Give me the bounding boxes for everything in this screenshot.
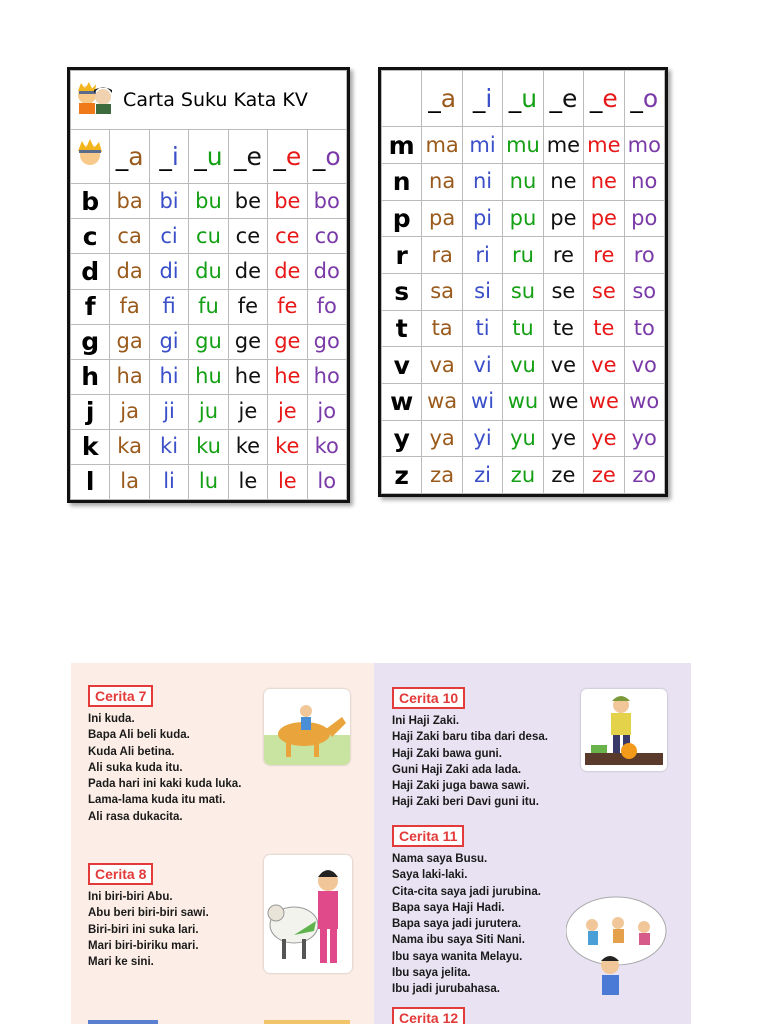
syllable-cell: co — [307, 219, 346, 254]
syllable-cell: la — [110, 464, 149, 499]
syllable-cell: yo — [624, 420, 664, 457]
syllable-row — [382, 274, 665, 311]
syllable-cell: li — [149, 464, 188, 499]
syllable-cell: yi — [462, 420, 502, 457]
syllable-cell: pe — [584, 200, 624, 237]
syllable-cell: nu — [503, 164, 543, 201]
syllable-cell: ma — [422, 127, 462, 164]
syllable-cell: ke — [228, 429, 267, 464]
syllable-cell: ka — [110, 429, 149, 464]
syllable-row — [71, 219, 347, 254]
syllable-cell: yu — [503, 420, 543, 457]
chart-title-row — [71, 71, 347, 130]
story-badge: Cerita 10 — [392, 687, 465, 709]
syllable-cell: ru — [503, 237, 543, 274]
consonant-cell: p — [382, 200, 422, 237]
vowel-header: _e — [268, 130, 307, 184]
story-line: Cita-cita saya jadi jurubina. — [392, 885, 541, 898]
syllable-cell: do — [307, 254, 346, 289]
syllable-row — [71, 289, 347, 324]
story-line: Ini kuda. — [88, 713, 135, 725]
syllable-cell: bo — [307, 184, 346, 219]
syllable-cell: gi — [149, 324, 188, 359]
syllable-cell: so — [624, 274, 664, 311]
story-line: Haji Zaki juga bawa sawi. — [392, 780, 530, 793]
story-line: Nama ibu saya Siti Nani. — [392, 934, 525, 947]
story-badge: Cerita 12 — [392, 1007, 465, 1024]
syllable-cell: ti — [462, 310, 502, 347]
story-line: Kuda Ali betina. — [88, 745, 175, 758]
syllable-row — [71, 429, 347, 464]
syllable-cell: ko — [307, 429, 346, 464]
syllable-cell: vi — [462, 347, 502, 384]
consonant-cell: s — [382, 274, 422, 311]
syllable-cell: lo — [307, 464, 346, 499]
story-line: Bapa saya jadi jurutera. — [392, 918, 522, 931]
syllable-cell: ba — [110, 184, 149, 219]
syllable-cell: pa — [422, 200, 462, 237]
story-line: Haji Zaki beri Davi guni itu. — [392, 796, 539, 809]
vowel-header: _e — [543, 71, 583, 127]
syllable-cell: de — [268, 254, 307, 289]
syllable-cell: ga — [110, 324, 149, 359]
syllable-cell: te — [543, 310, 583, 347]
vowel-header: _u — [503, 71, 543, 127]
syllable-cell: ro — [624, 237, 664, 274]
syllable-cell: zo — [624, 457, 664, 494]
story-cerita-10 — [392, 687, 548, 811]
story-line: Biri-biri ini suka lari. — [88, 923, 199, 936]
syllable-cell: wo — [624, 383, 664, 420]
syllable-row — [71, 254, 347, 289]
syllable-cell: da — [110, 254, 149, 289]
story-column-left — [71, 663, 374, 1024]
syllable-cell: fi — [149, 289, 188, 324]
syllable-row — [382, 420, 665, 457]
consonant-cell: w — [382, 383, 422, 420]
vowel-header: _e — [228, 130, 267, 184]
consonant-cell: n — [382, 164, 422, 201]
consonant-cell: z — [382, 457, 422, 494]
syllable-cell: ce — [268, 219, 307, 254]
syllable-cell: ve — [543, 347, 583, 384]
syllable-row — [71, 464, 347, 499]
corner-avatar-icon — [71, 130, 110, 184]
story-cerita-8 — [88, 863, 209, 970]
consonant-cell: m — [382, 127, 422, 164]
consonant-cell: g — [71, 324, 110, 359]
vowel-header: _e — [584, 71, 624, 127]
story-line: Lama-lama kuda itu mati. — [88, 794, 226, 807]
horse-illustration — [264, 689, 350, 765]
vowel-header: _a — [422, 71, 462, 127]
syllable-cell: lu — [189, 464, 228, 499]
syllable-cell: si — [462, 274, 502, 311]
syllable-cell: je — [268, 394, 307, 429]
story-line: Guni Haji Zaki ada lada. — [392, 763, 522, 776]
syllable-chart-right — [378, 67, 668, 497]
syllable-cell: fo — [307, 289, 346, 324]
vowel-header: _u — [189, 130, 228, 184]
syllable-cell: ne — [543, 164, 583, 201]
syllable-cell: ge — [268, 324, 307, 359]
cartoon-avatars-icon — [75, 81, 115, 119]
syllable-cell: vu — [503, 347, 543, 384]
vowel-header: _i — [149, 130, 188, 184]
story-line: Ini Haji Zaki. — [392, 715, 460, 727]
syllable-cell: le — [228, 464, 267, 499]
consonant-cell: t — [382, 310, 422, 347]
syllable-cell: fe — [228, 289, 267, 324]
sheep-boy-illustration — [264, 855, 352, 973]
syllable-row — [71, 359, 347, 394]
story-badge: Cerita 7 — [88, 685, 153, 707]
syllable-cell: ce — [228, 219, 267, 254]
story-line: Bapa Ali beli kuda. — [88, 729, 190, 742]
syllable-cell: go — [307, 324, 346, 359]
syllable-cell: ri — [462, 237, 502, 274]
syllable-cell: ye — [543, 420, 583, 457]
syllable-cell: ja — [110, 394, 149, 429]
syllable-row — [382, 310, 665, 347]
syllable-cell: ju — [189, 394, 228, 429]
syllable-chart-left — [67, 67, 350, 503]
story-badge: Cerita 8 — [88, 863, 153, 885]
story-line: Saya laki-laki. — [392, 869, 468, 882]
next-picture-partial — [264, 1020, 350, 1024]
syllable-cell: te — [584, 310, 624, 347]
consonant-cell: r — [382, 237, 422, 274]
syllable-cell: hi — [149, 359, 188, 394]
syllable-cell: ca — [110, 219, 149, 254]
story-cerita-12 — [392, 1007, 465, 1024]
story-line: Bapa saya Haji Hadi. — [392, 901, 505, 914]
syllable-cell: se — [543, 274, 583, 311]
syllable-cell: ra — [422, 237, 462, 274]
syllable-row — [71, 324, 347, 359]
syllable-cell: re — [543, 237, 583, 274]
syllable-cell: sa — [422, 274, 462, 311]
syllable-cell: po — [624, 200, 664, 237]
syllable-cell: ke — [268, 429, 307, 464]
syllable-row — [382, 237, 665, 274]
syllable-cell: du — [189, 254, 228, 289]
syllable-cell: he — [228, 359, 267, 394]
syllable-cell: va — [422, 347, 462, 384]
story-column-right — [374, 663, 691, 1024]
vowel-header: _o — [624, 71, 664, 127]
syllable-cell: no — [624, 164, 664, 201]
story-line: Ibu saya jelita. — [392, 967, 471, 980]
corner-empty-cell — [382, 71, 422, 127]
syllable-row — [382, 127, 665, 164]
consonant-cell: d — [71, 254, 110, 289]
consonant-cell: l — [71, 464, 110, 499]
next-story-badge-partial — [88, 1020, 158, 1024]
syllable-cell: zu — [503, 457, 543, 494]
syllable-cell: su — [503, 274, 543, 311]
syllable-row — [382, 164, 665, 201]
syllable-cell: cu — [189, 219, 228, 254]
syllable-row — [382, 200, 665, 237]
syllable-cell: ci — [149, 219, 188, 254]
syllable-cell: ta — [422, 310, 462, 347]
story-line: Nama saya Busu. — [392, 853, 488, 865]
syllable-row — [71, 184, 347, 219]
syllable-cell: mo — [624, 127, 664, 164]
syllable-cell: we — [543, 383, 583, 420]
syllable-cell: me — [584, 127, 624, 164]
syllable-row — [382, 383, 665, 420]
story-cerita-7 — [88, 685, 241, 825]
haji-zaki-illustration — [581, 689, 667, 771]
syllable-cell: re — [584, 237, 624, 274]
syllable-cell: ha — [110, 359, 149, 394]
story-line: Haji Zaki bawa guni. — [392, 747, 502, 760]
story-line: Ali suka kuda itu. — [88, 761, 183, 774]
consonant-cell: k — [71, 429, 110, 464]
syllable-cell: ji — [149, 394, 188, 429]
syllable-cell: di — [149, 254, 188, 289]
syllable-row — [71, 394, 347, 429]
syllable-cell: ze — [543, 457, 583, 494]
story-line: Haji Zaki baru tiba dari desa. — [392, 731, 548, 744]
syllable-cell: hu — [189, 359, 228, 394]
syllable-cell: ku — [189, 429, 228, 464]
vowel-header: _i — [462, 71, 502, 127]
story-line: Ini biri-biri Abu. — [88, 891, 173, 903]
syllable-cell: ye — [584, 420, 624, 457]
vowel-header: _a — [110, 130, 149, 184]
syllable-cell: he — [268, 359, 307, 394]
syllable-cell: to — [624, 310, 664, 347]
syllable-cell: fe — [268, 289, 307, 324]
consonant-cell: v — [382, 347, 422, 384]
vowel-header: _o — [307, 130, 346, 184]
syllable-cell: be — [228, 184, 267, 219]
syllable-cell: ni — [462, 164, 502, 201]
syllable-cell: ve — [584, 347, 624, 384]
syllable-cell: jo — [307, 394, 346, 429]
syllable-cell: de — [228, 254, 267, 289]
story-badge: Cerita 11 — [392, 825, 464, 847]
chart-title: Carta Suku Kata KV — [123, 88, 308, 111]
syllable-cell: pi — [462, 200, 502, 237]
story-line: Ibu saya wanita Melayu. — [392, 950, 523, 963]
syllable-cell: mu — [503, 127, 543, 164]
story-line: Ibu jadi jurubahasa. — [392, 983, 500, 996]
syllable-cell: ge — [228, 324, 267, 359]
syllable-cell: za — [422, 457, 462, 494]
syllable-row — [382, 347, 665, 384]
story-line: Abu beri biri-biri sawi. — [88, 907, 209, 920]
syllable-cell: gu — [189, 324, 228, 359]
syllable-row — [382, 457, 665, 494]
syllable-cell: zi — [462, 457, 502, 494]
syllable-cell: ne — [584, 164, 624, 201]
syllable-cell: pe — [543, 200, 583, 237]
consonant-cell: j — [71, 394, 110, 429]
syllable-cell: me — [543, 127, 583, 164]
syllable-cell: ya — [422, 420, 462, 457]
syllable-cell: mi — [462, 127, 502, 164]
busu-family-illustration — [566, 895, 668, 995]
syllable-cell: fu — [189, 289, 228, 324]
syllable-cell: je — [228, 394, 267, 429]
story-line: Mari biri-biriku mari. — [88, 939, 199, 952]
story-panel — [71, 663, 691, 1024]
syllable-cell: wa — [422, 383, 462, 420]
consonant-cell: c — [71, 219, 110, 254]
story-line: Mari ke sini. — [88, 956, 154, 969]
syllable-cell: ho — [307, 359, 346, 394]
syllable-cell: le — [268, 464, 307, 499]
story-line: Ali rasa dukacita. — [88, 810, 183, 823]
syllable-cell: wi — [462, 383, 502, 420]
syllable-cell: we — [584, 383, 624, 420]
syllable-cell: tu — [503, 310, 543, 347]
syllable-cell: bu — [189, 184, 228, 219]
story-cerita-11 — [392, 825, 541, 998]
story-line: Pada hari ini kaki kuda luka. — [88, 778, 242, 791]
syllable-cell: pu — [503, 200, 543, 237]
syllable-cell: be — [268, 184, 307, 219]
syllable-cell: ki — [149, 429, 188, 464]
syllable-cell: bi — [149, 184, 188, 219]
consonant-cell: y — [382, 420, 422, 457]
syllable-cell: na — [422, 164, 462, 201]
consonant-cell: b — [71, 184, 110, 219]
consonant-cell: f — [71, 289, 110, 324]
syllable-cell: ze — [584, 457, 624, 494]
syllable-cell: fa — [110, 289, 149, 324]
syllable-cell: se — [584, 274, 624, 311]
consonant-cell: h — [71, 359, 110, 394]
syllable-cell: wu — [503, 383, 543, 420]
syllable-cell: vo — [624, 347, 664, 384]
